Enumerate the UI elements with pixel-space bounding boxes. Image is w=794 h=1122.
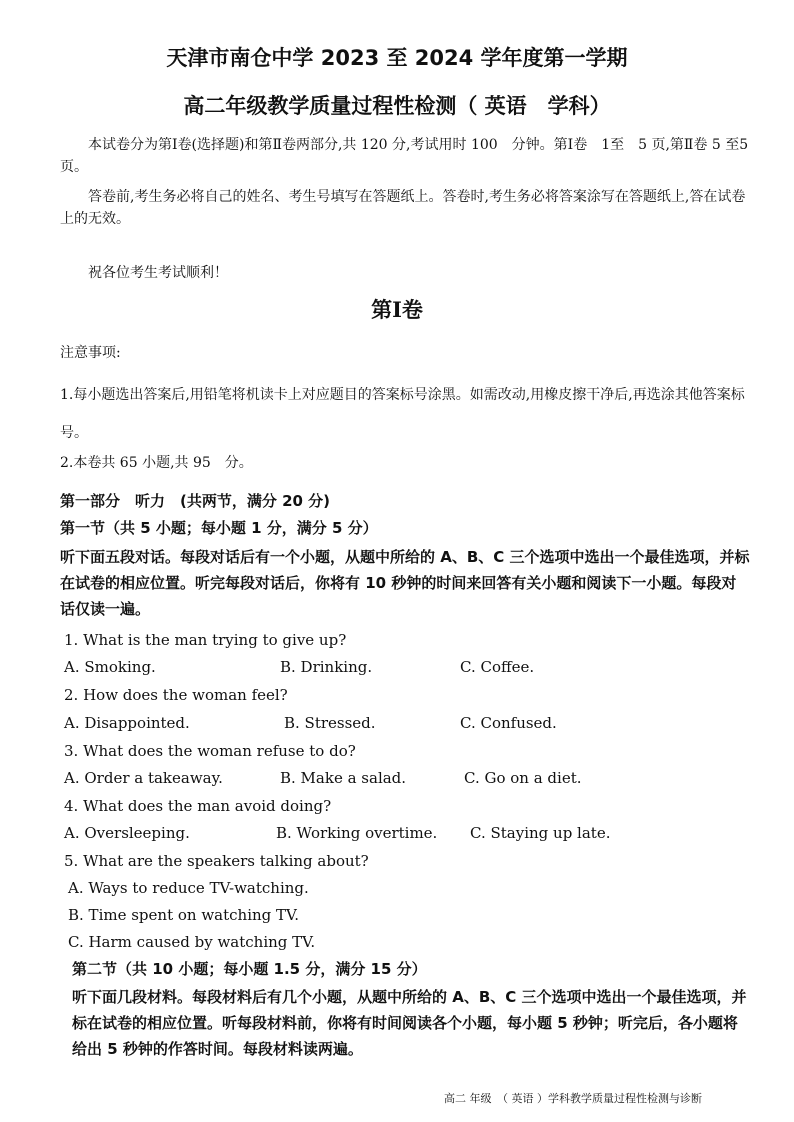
- intro-text-1: 本试卷分为第Ⅰ卷(选择题)和第Ⅱ卷两部分,共 120 分,考试用时 100 分钟。第Ⅰ卷 1至 5 页,第Ⅱ卷 5 至5 页。: [60, 137, 749, 175]
- volume-title: 第Ⅰ卷: [371, 297, 423, 322]
- question-2: 2. How does the woman feel?: [64, 686, 288, 704]
- q2-option-c: C. Confused.: [460, 714, 557, 732]
- q4-option-c: C. Staying up late.: [470, 824, 611, 842]
- section1-instructions: 听下面五段对话。每段对话后有一个小题，从题中所给的 A、B、C 三个选项中选出一个最佳选项，并标在试卷的相应位置。听完每段对话后，你将有 10 秒钟的时间来回答有关小题和阅读下一小题。每段对话仅读一遍。: [60, 548, 750, 618]
- notes-heading: 注意事项:: [60, 345, 121, 361]
- q2-option-a: A. Disappointed.: [64, 714, 190, 732]
- notes-item-1: 1.每小题选出答案后,用铅笔将机读卡上对应题目的答案标号涂黑。如需改动,用橡皮擦干净后,再选涂其他答案标号。: [60, 387, 745, 441]
- exam-title-line2: 高二年级教学质量过程性检测（ 英语 学科）: [183, 94, 611, 118]
- q3-option-c: C. Go on a diet.: [464, 769, 582, 787]
- q4-option-a: A. Oversleeping.: [64, 824, 190, 842]
- question-5: 5. What are the speakers talking about?: [64, 852, 369, 870]
- q5-option-b: B. Time spent on watching TV.: [68, 906, 300, 924]
- notes-item-2: 2.本卷共 65 小题,共 95 分。: [60, 455, 253, 471]
- question-1: 1. What is the man trying to give up?: [64, 631, 347, 649]
- exam-title-line1: 天津市南仓中学 2023 至 2024 学年度第一学期: [166, 46, 628, 70]
- intro-paragraph-1: [60, 134, 750, 178]
- q4-option-b: B. Working overtime.: [276, 824, 438, 842]
- intro-paragraph-2: [60, 186, 750, 230]
- question-3: 3. What does the woman refuse to do?: [64, 742, 356, 760]
- section2-instructions: 听下面几段材料。每段材料后有几个小题，从题中所给的 A、B、C 三个选项中选出一个最佳选项，并标在试卷的相应位置。听每段材料前，你将有时间阅读各个小题，每小题 5 秒钟；听完后，各小题将给出 5 秒钟的作答时间。每段材料读两遍。: [72, 988, 747, 1058]
- q1-option-c: C. Coffee.: [460, 658, 535, 676]
- question-4: 4. What does the man avoid doing?: [64, 797, 332, 815]
- page-footer: 高二 年级 （ 英语 ）学科教学质量过程性检测与诊断: [444, 1092, 702, 1105]
- q1-option-a: A. Smoking.: [64, 658, 156, 676]
- section2-title: 第二节（共 10 小题；每小题 1.5 分，满分 15 分）: [72, 960, 427, 978]
- q3-option-b: B. Make a salad.: [280, 769, 407, 787]
- q3-option-a: A. Order a takeaway.: [64, 769, 223, 787]
- q1-option-b: B. Drinking.: [280, 658, 373, 676]
- part1-title: 第一部分 听力 (共两节，满分 20 分): [60, 492, 331, 510]
- intro-text-2: 答卷前,考生务必将自己的姓名、考生号填写在答题纸上。答卷时,考生务必将答案涂写在答题纸上,答在试卷上的无效。: [60, 189, 746, 227]
- good-luck-text: 祝各位考生考试顺利！: [88, 265, 228, 281]
- q2-option-b: B. Stressed.: [284, 714, 376, 732]
- q5-option-c: C. Harm caused by watching TV.: [68, 933, 316, 951]
- section1-title: 第一节（共 5 小题；每小题 1 分，满分 5 分）: [60, 519, 378, 537]
- q5-option-a: A. Ways to reduce TV-watching.: [68, 879, 309, 897]
